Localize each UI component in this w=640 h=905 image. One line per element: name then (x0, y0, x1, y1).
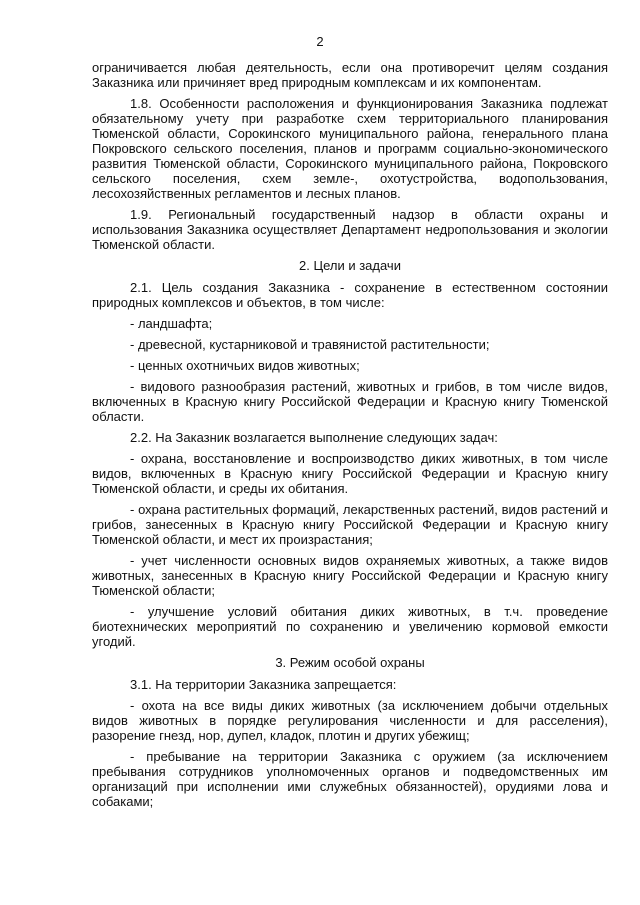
paragraph: - улучшение условий обитания диких животных, в т.ч. проведение биотехнических мероприятий по сохранению и увеличению кормовой емкости угодий. (92, 604, 608, 649)
paragraph: 1.9. Региональный государственный надзор в области охраны и использования Заказника осуществляет Департамент недропользования и экологии Тюменской области. (92, 207, 608, 252)
paragraph: - ландшафта; (130, 316, 213, 331)
paragraph: ограничивается любая деятельность, если она противоречит целям создания Заказника или причиняет вред природным комплексам и их компонентам. (92, 60, 608, 90)
paragraph: - охота на все виды диких животных (за исключением добычи отдельных видов животных в порядке регулирования численности и для расселения), разорение гнезд, нор, дупел, кладок, плотин и других убежищ; (92, 698, 608, 743)
paragraph: 1.8. Особенности расположения и функционирования Заказника подлежат обязательному учету при разработке схем территориального планирования Тюменской области, Сорокинского муниципального района, генерального плана Покровского сельского поселения, планов и программ социально-экономического развития Тюменской области, Сорокинского муниципального района, Покровского сельского поселения, схем земле-, охотустройства, водопользования, лесохозяйственных регламентов и лесных планов. (92, 96, 608, 201)
page-number: 2 (316, 34, 324, 49)
paragraph: 3.1. На территории Заказника запрещается: (130, 677, 397, 692)
paragraph: - видового разнообразия растений, животных и грибов, в том числе видов, включенных в Красную книгу Российской Федерации и Красную книгу Тюменской области. (92, 379, 608, 424)
paragraph: - охрана, восстановление и воспроизводство диких животных, в том числе видов, включенных в Красную книгу Российской Федерации и Красную книгу Тюменской области, и среды их обитания. (92, 451, 608, 496)
section-heading: 2. Цели и задачи (299, 258, 401, 273)
paragraph: - ценных охотничьих видов животных; (130, 358, 360, 373)
document-body (92, 60, 608, 815)
paragraph: - охрана растительных формаций, лекарственных растений, видов растений и грибов, занесенных в Красную книгу Российской Федерации и Красную книгу Тюменской области, и мест их произрастания; (92, 502, 608, 547)
paragraph: - учет численности основных видов охраняемых животных, а также видов животных, занесенных в Красную книгу Российской Федерации и Красную книгу Тюменской области; (92, 553, 608, 598)
paragraph: 2.1. Цель создания Заказника - сохранение в естественном состоянии природных комплексов и объектов, в том числе: (92, 280, 608, 310)
paragraph: - пребывание на территории Заказника с оружием (за исключением пребывания сотрудников уполномоченных органов и подведомственных им организаций при исполнении ими служебных обязанностей), орудиями лова и собаками; (92, 749, 608, 809)
paragraph: - древесной, кустарниковой и травянистой растительности; (130, 337, 490, 352)
paragraph: 2.2. На Заказник возлагается выполнение следующих задач: (130, 430, 498, 445)
section-heading: 3. Режим особой охраны (275, 655, 425, 670)
